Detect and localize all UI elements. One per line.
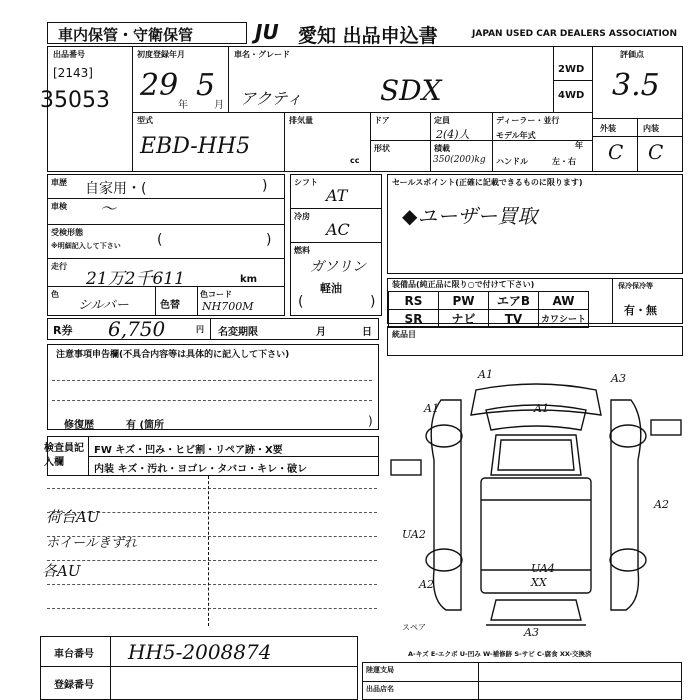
displacement-label: 排気量 [289, 116, 313, 125]
notes-label: 注意事項申告欄(不具合内容等は具体的に記入して下さい) [56, 350, 290, 360]
handle-label: ハンドル [496, 157, 528, 166]
recycle-fee-value: 6,750 [108, 317, 166, 341]
chassis-label: 車台番号 [54, 649, 94, 660]
handle-value: 左・右 [552, 157, 576, 166]
inspector-label: 検査員記入欄 [44, 443, 84, 468]
equip-airbag: エアB [489, 292, 539, 310]
recycle-fee-block [47, 318, 379, 340]
usage-label: 車歴 [51, 178, 67, 187]
equip-tv: TV [489, 310, 539, 328]
spare-value: 有・無 [624, 304, 657, 317]
type-label: 型式 [137, 116, 153, 125]
color-label: 色 [51, 290, 59, 299]
color-code-value: NH700M [202, 300, 254, 313]
mark-a2-left: A2 [419, 578, 434, 591]
usage-value: 自家用・( [85, 181, 147, 197]
capacity-value: 2(4)人 [436, 128, 470, 141]
drive-2wd: 2WD [558, 64, 585, 75]
equip-pw: PW [439, 292, 489, 310]
mark-a1-top: A1 [478, 368, 493, 381]
capacity-label: 定員 [434, 116, 450, 125]
load-value: 350(200)kg [433, 155, 486, 165]
equip-navi: ナビ [439, 310, 489, 328]
inspector-row2: 内装 キズ・汚れ・ヨゴレ・タバコ・キレ・破レ [94, 464, 308, 475]
recycle-label: 受検形態 [51, 228, 83, 237]
type-value: EBD-HH5 [140, 134, 251, 159]
interior-label: 内装 [643, 124, 659, 133]
lot-label: 出品番号 [53, 50, 85, 59]
recycle-note: ※明細記入して下さい [51, 242, 121, 250]
recycle-fee-label: R券 [53, 324, 73, 337]
other-block [387, 326, 683, 356]
lot-sub-number: [2143] [53, 66, 93, 80]
mark-a2-right: A2 [654, 498, 669, 511]
model-year-label: モデル年式 [496, 131, 536, 140]
mileage-unit: km [240, 274, 258, 285]
inspection-label: 車検 [51, 202, 67, 211]
transfer-deadline-label: 名変期限 [218, 327, 258, 338]
cc-unit: cc [350, 156, 360, 165]
association-name: JAPAN USED CAR DEALERS ASSOCIATION [472, 29, 677, 39]
ju-logo: JU [255, 20, 279, 44]
form-title: 愛知 出品申込書 [298, 25, 438, 47]
ac-value: AC [326, 220, 350, 239]
drive-4wd: 4WD [558, 90, 585, 101]
model-grade: SDX [380, 74, 442, 107]
mark-ua4: UA4 [531, 562, 555, 575]
damage-legend: A-キズ E-エクボ U-凹み W-補修跡 S-サビ C-腐食 XX-交換済 [408, 650, 592, 658]
spare-tire-label: スペア [402, 623, 426, 632]
remark-3: 各AU [42, 562, 81, 580]
equip-rs: RS [389, 292, 439, 310]
registration-month-unit: 月 [214, 100, 224, 111]
chassis-value: HH5-2008874 [128, 640, 272, 664]
registration-month: 5 [196, 68, 216, 103]
model-name: アクティ [240, 89, 303, 108]
model-label: 車名・グレード [234, 50, 290, 59]
equip-leather-seat: カワシート [539, 310, 589, 328]
exterior-value: C [608, 140, 624, 164]
footer-label-1: 陸運支局 [366, 666, 394, 674]
reg-label: 登録番号 [54, 680, 94, 691]
dealer-label: ディーラー・並行 [496, 116, 560, 125]
mark-ua2-left: UA2 [402, 528, 426, 541]
registration-year-unit: 年 [178, 100, 188, 111]
equip-sr: SR [389, 310, 439, 328]
mark-a3-rear: A3 [524, 626, 539, 639]
recycle-fee-unit: 円 [196, 325, 204, 334]
lot-number: 35053 [40, 88, 110, 113]
doors-label: ドア [374, 116, 390, 125]
exterior-label: 外装 [600, 124, 616, 133]
registration-year: 29 [140, 68, 179, 103]
remark-1: 荷台AU [46, 508, 100, 526]
other-label: 統品目 [392, 330, 416, 339]
repair-label: 修復歴 [64, 420, 94, 431]
score-label: 評価点 [620, 50, 644, 59]
spare-label: 保冷保冷等 [618, 282, 653, 290]
color-value: シルバー [78, 298, 129, 313]
ac-label: 冷房 [294, 212, 310, 221]
equipment-label: 装備品(純正品に限り○で付けて下さい) [392, 280, 535, 289]
remark-2: ホイールきずれ [46, 536, 137, 551]
mark-a1-center: A1 [534, 402, 549, 415]
sales-point-label: セールスポイント(正確に記載できるものに限ります) [392, 178, 583, 187]
interior-value: C [648, 140, 664, 164]
inspection-value: 〜 [100, 199, 117, 218]
fuel-diesel: 軽油 [320, 282, 342, 295]
transfer-month-label: 月 [316, 327, 326, 338]
equipment-table [388, 291, 589, 328]
color-change-label: 色替 [160, 300, 180, 311]
storage-label-box [47, 22, 247, 44]
color-code-label: 色コード [200, 290, 232, 299]
shift-value: AT [326, 186, 348, 205]
equip-aw: AW [539, 292, 589, 310]
fuel-value: ガソリン [310, 259, 366, 275]
shift-label: シフト [294, 178, 318, 187]
mileage-value: 21万2千611 [86, 269, 185, 289]
sales-point-text: ◆ユーザー買取 [402, 204, 538, 228]
mark-xx: XX [531, 576, 547, 589]
load-label: 積載 [434, 144, 450, 153]
mark-a1-left: A1 [424, 402, 439, 415]
shape-label: 形状 [374, 144, 390, 153]
footer-label-2: 出品店名 [366, 685, 394, 693]
score-value: 3.5 [612, 68, 660, 103]
mileage-label: 走行 [51, 262, 67, 271]
vehicle-damage-diagram [386, 360, 686, 660]
model-year-unit: 年 [575, 141, 583, 150]
storage-label: 車内保管・守衛保管 [58, 26, 194, 44]
mark-a3-top: A3 [611, 372, 626, 385]
registration-label: 初度登録年月 [137, 50, 185, 59]
fuel-label: 燃料 [294, 246, 310, 255]
inspector-row1: FW キズ・凹み・ヒビ割・リペア跡・X要 [94, 445, 283, 456]
transfer-day-label: 日 [362, 327, 372, 338]
repair-value: 有 (箇所 [126, 420, 165, 431]
